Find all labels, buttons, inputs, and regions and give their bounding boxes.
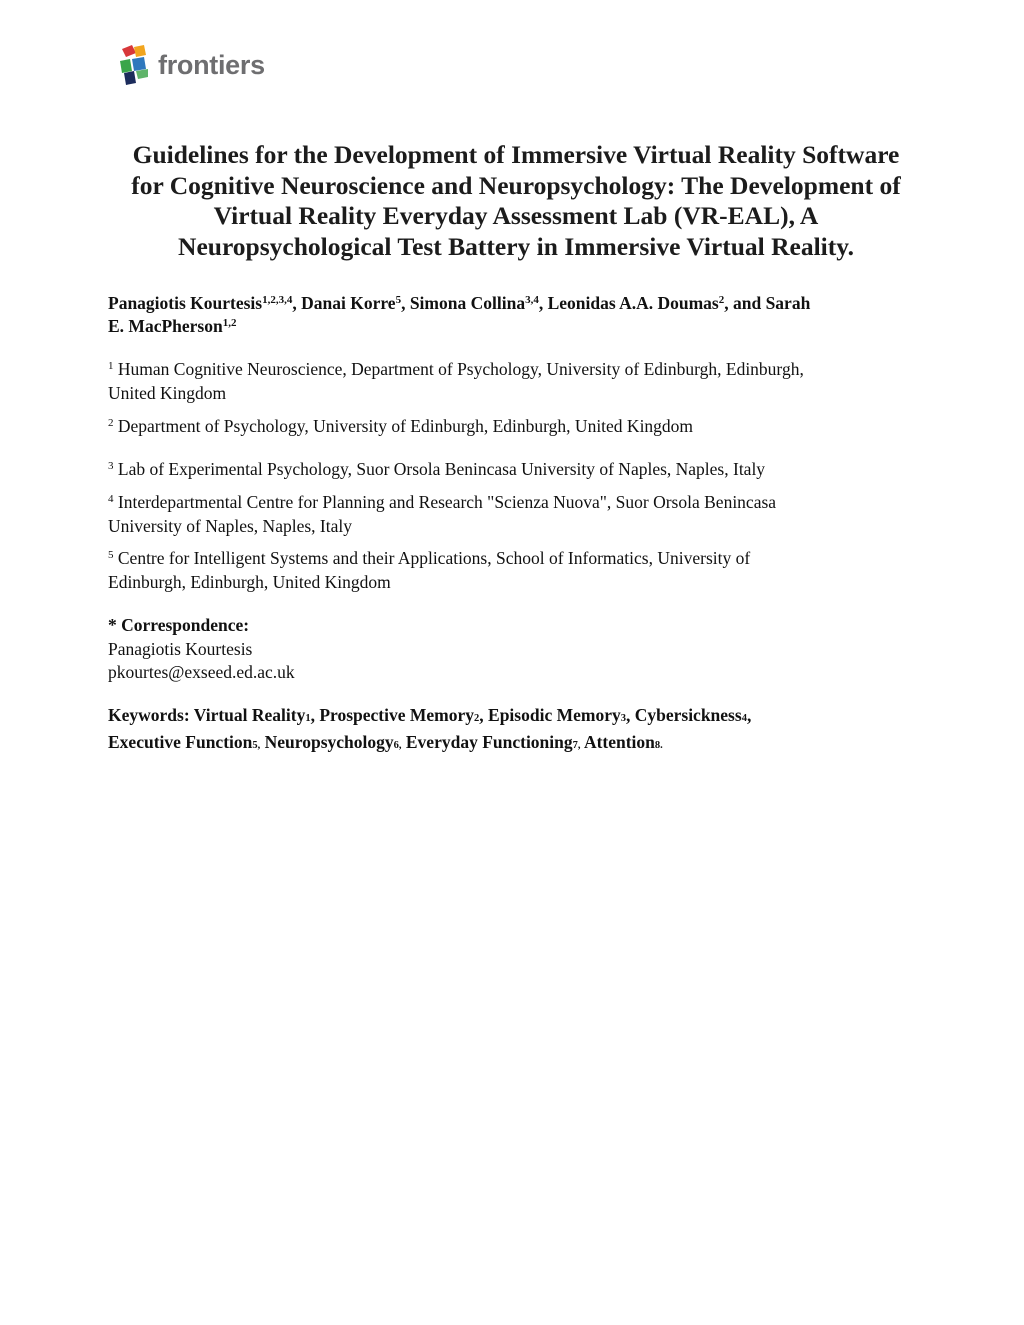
correspondence-heading: * Correspondence: [108,615,250,635]
paper-title [100,140,932,262]
title-line: Neuropsychological Test Battery in Immersive Virtual Reality. [178,231,854,261]
affiliation-number: 2 [108,416,114,429]
keyword: Neuropsychology [264,731,394,752]
author-name: , Simona Collina [401,293,526,313]
affiliation-text: Lab of Experimental Psychology, Suor Orsola Benincasa University of Naples, Naples, Italy [117,459,766,479]
affiliation-number: 4 [108,492,114,505]
affiliation-text: Department of Psychology, University of Edinburgh, Edinburgh, United Kingdom [117,416,694,436]
author-name: , and Sarah [724,293,811,313]
author-affiliation-sup: 1,2,3,4 [262,293,293,306]
frontiers-logo [118,42,265,88]
keyword-number: 1 [305,713,311,724]
keyword: Executive Function [108,731,253,752]
author-affiliation-sup: 3,4 [525,293,539,306]
keyword: Episodic Memory [488,705,621,725]
keyword: Everyday Functioning [405,731,573,752]
keyword-number: 6 [393,739,399,751]
frontiers-cube-icon [118,43,152,87]
keyword-number: 2 [474,713,480,724]
author-name: Panagiotis Kourtesis [108,293,263,313]
author-name: , Danai Korre [292,293,396,313]
author-affiliation-sup: 1,2 [222,316,237,329]
affiliation-4 [108,491,928,538]
keyword-number: 3 [620,713,626,724]
keywords-label: Keywords: [108,705,190,725]
title-line: Guidelines for the Development of Immersive Virtual Reality Software [132,140,900,169]
keyword-number: 8 [654,739,661,751]
affiliation-text: University of Naples, Naples, Italy [108,515,352,536]
affiliation-text: Interdepartmental Centre for Planning and Research "Scienza Nuova", Suor Orsola Benincasa [117,492,777,512]
affiliation-3 [108,458,928,482]
author-affiliation-sup: 5 [395,293,402,306]
title-line: Virtual Reality Everyday Assessment Lab (VR-EAL), A [213,201,819,230]
correspondence-name: Panagiotis Kourtesis [108,638,253,659]
keyword: Prospective Memory [319,705,475,725]
affiliation-number: 1 [108,359,114,372]
affiliation-text: United Kingdom [108,382,227,403]
affiliation-text: Human Cognitive Neuroscience, Department of Psychology, University of Edinburgh, Edinburgh, [117,359,804,379]
correspondence-email[interactable]: pkourtes@exseed.ed.ac.uk [108,662,295,682]
affiliation-number: 5 [108,548,114,561]
keywords-block [108,704,751,757]
keyword-separator: , [625,705,631,725]
keyword-number: 7 [572,739,578,751]
author-name: , Leonidas A.A. Doumas [538,293,719,313]
keyword-separator: , [310,705,315,725]
author-name: E. MacPherson [108,316,223,336]
keyword-number: 4 [741,713,747,724]
keyword-separator: , [577,739,581,751]
keyword-separator: , [479,705,484,725]
title-line: for Cognitive Neuroscience and Neuropsychology: The Development of [131,170,901,200]
keyword-separator: . [660,739,663,751]
keyword-separator: , [398,739,402,751]
keyword: Virtual Reality [193,705,306,725]
affiliation-text: Edinburgh, Edinburgh, United Kingdom [108,571,391,592]
affiliation-1 [108,358,928,405]
affiliation-number: 3 [108,459,114,472]
keyword-separator: , [257,739,261,751]
affiliation-text: Centre for Intelligent Systems and their Applications, School of Informatics, University of [117,548,751,568]
logo-text: frontiers [158,49,265,80]
keyword: Cybersickness [634,705,742,725]
keyword: Attention [583,731,655,752]
keyword-separator: , [746,705,752,725]
author-list [108,292,938,338]
affiliation-5 [108,547,928,594]
affiliation-2 [108,415,928,439]
keyword-number: 5 [252,739,258,751]
author-affiliation-sup: 2 [718,293,725,306]
correspondence-block [108,614,295,685]
